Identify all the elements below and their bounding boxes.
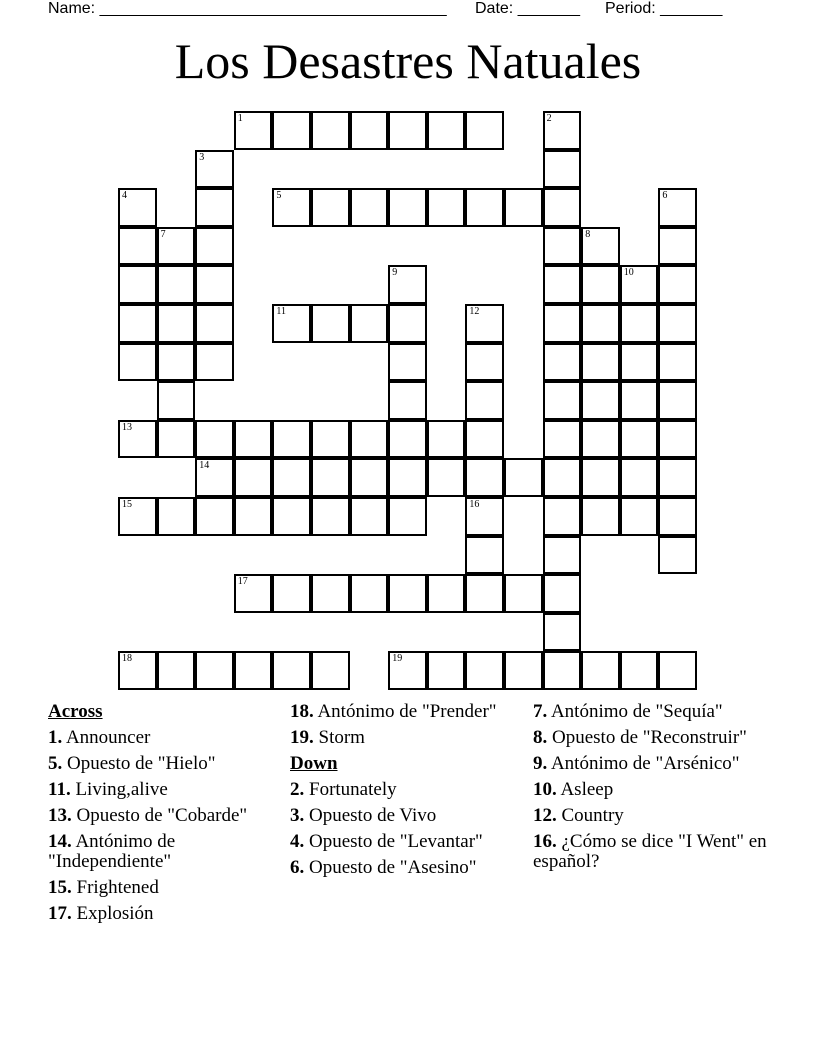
clue-item-text: Announcer [65, 727, 151, 748]
clue-column-3 [533, 702, 783, 878]
grid-cell[interactable] [465, 574, 504, 613]
clue-item-number: 15. [48, 877, 72, 898]
grid-cell[interactable] [658, 304, 697, 343]
grid-cell[interactable] [465, 304, 504, 343]
grid-cell[interactable] [234, 497, 273, 536]
grid-cell[interactable] [118, 497, 157, 536]
clue-item-text: Frightened [76, 877, 159, 898]
grid-cell[interactable] [118, 304, 157, 343]
grid-cell[interactable] [195, 227, 234, 266]
grid-cell[interactable] [465, 188, 504, 227]
clue-number: 10 [623, 267, 634, 279]
grid-cell[interactable] [234, 458, 273, 497]
grid-cell[interactable] [388, 381, 427, 420]
clue-number: 17 [237, 576, 248, 588]
clue-column-1 [48, 702, 278, 930]
grid-cell[interactable] [311, 574, 350, 613]
clue-item-text: ¿Cómo se dice "I Went" en español? [533, 831, 767, 872]
grid-cell[interactable] [272, 304, 311, 343]
grid-cell[interactable] [195, 150, 234, 189]
clue-item [48, 728, 278, 748]
grid-cell[interactable] [350, 458, 389, 497]
clue-item-number: 12. [533, 805, 557, 826]
clue-item-text: Country [561, 805, 624, 826]
grid-cell[interactable] [272, 574, 311, 613]
clue-number: 1 [237, 113, 243, 124]
grid-cell[interactable] [543, 381, 582, 420]
grid-cell[interactable] [157, 651, 196, 690]
clue-item-text: Antónimo de "Independiente" [48, 831, 176, 872]
grid-cell[interactable] [195, 497, 234, 536]
grid-cell[interactable] [311, 304, 350, 343]
clue-item-number: 2. [290, 779, 305, 800]
grid-cell[interactable] [272, 651, 311, 690]
grid-cell[interactable] [658, 458, 697, 497]
clue-item [290, 832, 520, 852]
clue-number: 19 [392, 653, 403, 665]
grid-cell[interactable] [157, 420, 196, 459]
clue-item [290, 780, 520, 800]
grid-cell[interactable] [658, 188, 697, 227]
clue-item-number: 17. [48, 903, 72, 924]
grid-cell[interactable] [620, 304, 659, 343]
grid-cell[interactable] [504, 651, 543, 690]
grid-cell[interactable] [543, 651, 582, 690]
clue-item-number: 5. [48, 753, 63, 774]
clue-number: 2 [546, 113, 552, 124]
grid-cell[interactable] [543, 497, 582, 536]
grid-cell[interactable] [427, 574, 466, 613]
grid-cell[interactable] [543, 536, 582, 575]
grid-cell[interactable] [157, 497, 196, 536]
grid-cell[interactable] [658, 651, 697, 690]
clue-number: 3 [199, 151, 205, 163]
grid-cell[interactable] [543, 227, 582, 266]
grid-cell[interactable] [195, 458, 234, 497]
clue-item-text: Antónimo de "Prender" [317, 701, 497, 722]
grid-cell[interactable] [658, 497, 697, 536]
clue-number: 14 [199, 460, 210, 472]
grid-cell[interactable] [543, 343, 582, 382]
grid-cell[interactable] [620, 651, 659, 690]
grid-cell[interactable] [543, 574, 582, 613]
grid-cell[interactable] [157, 343, 196, 382]
clue-item [48, 904, 278, 924]
grid-cell[interactable] [350, 497, 389, 536]
grid-cell[interactable] [620, 458, 659, 497]
name-field[interactable]: Name: _______________________________________ [48, 0, 447, 17]
grid-cell[interactable] [195, 265, 234, 304]
grid-cell[interactable] [620, 343, 659, 382]
grid-cell[interactable] [311, 497, 350, 536]
clue-item-number: 19. [290, 727, 314, 748]
grid-cell[interactable] [157, 381, 196, 420]
date-field[interactable]: Date: _______ [475, 0, 580, 17]
clue-item-number: 16. [533, 831, 557, 852]
clue-item-number: 14. [48, 831, 72, 852]
grid-cell[interactable] [427, 651, 466, 690]
clue-item [290, 728, 520, 748]
clue-item [290, 702, 520, 722]
grid-cell[interactable] [465, 381, 504, 420]
grid-cell[interactable] [543, 111, 582, 150]
grid-cell[interactable] [581, 420, 620, 459]
grid-cell[interactable] [465, 420, 504, 459]
clue-section-title: Down [290, 753, 338, 774]
clue-item-text: Antónimo de "Arsénico" [550, 753, 740, 774]
grid-cell[interactable] [311, 111, 350, 150]
clue-item-number: 10. [533, 779, 557, 800]
grid-cell[interactable] [388, 304, 427, 343]
grid-cell[interactable] [543, 150, 582, 189]
grid-cell[interactable] [543, 458, 582, 497]
grid-cell[interactable] [311, 420, 350, 459]
clue-number: 6 [662, 190, 668, 202]
grid-cell[interactable] [658, 265, 697, 304]
grid-cell[interactable] [195, 304, 234, 343]
grid-cell[interactable] [543, 420, 582, 459]
grid-cell[interactable] [543, 265, 582, 304]
clue-item-text: Asleep [560, 779, 614, 800]
grid-cell[interactable] [350, 574, 389, 613]
grid-cell[interactable] [234, 651, 273, 690]
clue-item-number: 9. [533, 753, 548, 774]
clue-number: 15 [122, 499, 132, 510]
clue-item-text: Opuesto de "Reconstruir" [552, 727, 747, 748]
clue-item [48, 806, 278, 826]
grid-cell[interactable] [350, 304, 389, 343]
clue-number: 13 [122, 421, 132, 433]
clue-item [290, 806, 520, 826]
grid-cell[interactable] [388, 497, 427, 536]
clue-number: 4 [122, 190, 127, 202]
grid-cell[interactable] [620, 497, 659, 536]
period-field[interactable]: Period: _______ [605, 0, 723, 17]
grid-cell[interactable] [620, 381, 659, 420]
clue-number: 12 [469, 306, 480, 317]
clue-item-text: Antónimo de "Sequía" [550, 701, 723, 722]
clue-number: 7 [160, 228, 166, 240]
grid-cell[interactable] [581, 651, 620, 690]
grid-cell[interactable] [195, 343, 234, 382]
grid-cell[interactable] [350, 111, 389, 150]
grid-cell[interactable] [272, 420, 311, 459]
grid-cell[interactable] [465, 536, 504, 575]
clue-column-2 [290, 702, 520, 884]
grid-cell[interactable] [620, 265, 659, 304]
grid-cell[interactable] [311, 188, 350, 227]
clue-item-number: 18. [290, 701, 314, 722]
grid-cell[interactable] [504, 458, 543, 497]
grid-cell[interactable] [234, 111, 273, 150]
grid-cell[interactable] [388, 188, 427, 227]
clue-item-number: 7. [533, 701, 548, 722]
grid-cell[interactable] [658, 343, 697, 382]
clue-item-number: 3. [290, 805, 305, 826]
grid-cell[interactable] [543, 613, 582, 652]
clue-item-number: 1. [48, 727, 63, 748]
grid-cell[interactable] [234, 574, 273, 613]
grid-cell[interactable] [581, 343, 620, 382]
grid-cell[interactable] [581, 458, 620, 497]
clue-number: 5 [276, 190, 282, 202]
clue-item-text: Opuesto de "Levantar" [309, 831, 483, 852]
clue-item [48, 754, 278, 774]
grid-cell[interactable] [427, 458, 466, 497]
grid-cell[interactable] [388, 458, 427, 497]
clue-section-title: Across [48, 701, 103, 722]
clue-item-text: Fortunately [309, 779, 397, 800]
grid-cell[interactable] [157, 227, 196, 266]
grid-cell[interactable] [465, 458, 504, 497]
grid-cell[interactable] [581, 227, 620, 266]
grid-cell[interactable] [157, 265, 196, 304]
grid-cell[interactable] [272, 497, 311, 536]
clue-item-text: Opuesto de Vivo [309, 805, 437, 826]
grid-cell[interactable] [504, 188, 543, 227]
grid-cell[interactable] [388, 651, 427, 690]
grid-cell[interactable] [581, 304, 620, 343]
grid-cell[interactable] [118, 265, 157, 304]
clue-item-text: Storm [318, 727, 365, 748]
grid-cell[interactable] [350, 420, 389, 459]
clue-item-number: 11. [48, 779, 71, 800]
grid-cell[interactable] [465, 111, 504, 150]
grid-cell[interactable] [427, 111, 466, 150]
page-title: Los Desastres Natuales [174, 33, 642, 89]
clue-number: 9 [392, 267, 398, 279]
clue-item [533, 702, 783, 722]
grid-cell[interactable] [465, 497, 504, 536]
grid-cell[interactable] [272, 111, 311, 150]
grid-cell[interactable] [118, 651, 157, 690]
grid-cell[interactable] [195, 420, 234, 459]
grid-cell[interactable] [658, 227, 697, 266]
clue-item [533, 780, 783, 800]
grid-cell[interactable] [272, 458, 311, 497]
clue-item-number: 13. [48, 805, 72, 826]
grid-cell[interactable] [388, 265, 427, 304]
grid-cell[interactable] [388, 343, 427, 382]
clue-item-text: Opuesto de "Asesino" [309, 857, 477, 878]
grid-cell[interactable] [465, 343, 504, 382]
grid-cell[interactable] [581, 265, 620, 304]
grid-cell[interactable] [543, 304, 582, 343]
grid-cell[interactable] [543, 188, 582, 227]
grid-cell[interactable] [658, 381, 697, 420]
grid-cell[interactable] [581, 497, 620, 536]
clue-item [48, 780, 278, 800]
clue-item-text: Opuesto de "Hielo" [67, 753, 216, 774]
clue-item-number: 8. [533, 727, 548, 748]
grid-cell[interactable] [388, 111, 427, 150]
grid-cell[interactable] [234, 420, 273, 459]
clue-item [533, 728, 783, 748]
grid-cell[interactable] [272, 188, 311, 227]
grid-cell[interactable] [118, 343, 157, 382]
clue-item [48, 832, 278, 872]
grid-cell[interactable] [658, 420, 697, 459]
grid-cell[interactable] [427, 420, 466, 459]
clue-item-text: Explosión [76, 903, 154, 924]
grid-cell[interactable] [465, 651, 504, 690]
clue-item [533, 832, 783, 872]
grid-cell[interactable] [118, 188, 157, 227]
grid-cell[interactable] [427, 188, 466, 227]
clue-number: 16 [469, 499, 480, 510]
clue-item [290, 858, 520, 878]
clue-item-number: 6. [290, 857, 305, 878]
grid-cell[interactable] [388, 420, 427, 459]
grid-cell[interactable] [350, 188, 389, 227]
grid-cell[interactable] [388, 574, 427, 613]
clue-number: 18 [122, 653, 132, 665]
clue-number: 8 [585, 228, 591, 240]
grid-cell[interactable] [118, 227, 157, 266]
clue-item [48, 878, 278, 898]
clue-item-text: Living,alive [75, 779, 168, 800]
grid-cell[interactable] [620, 420, 659, 459]
grid-cell[interactable] [157, 304, 196, 343]
clue-item-text: Opuesto de "Cobarde" [76, 805, 248, 826]
clue-number: 11 [276, 306, 287, 317]
grid-cell[interactable] [311, 651, 350, 690]
grid-cell[interactable] [658, 536, 697, 575]
grid-cell[interactable] [195, 188, 234, 227]
grid-cell[interactable] [504, 574, 543, 613]
grid-cell[interactable] [311, 458, 350, 497]
grid-cell[interactable] [581, 381, 620, 420]
grid-cell[interactable] [195, 651, 234, 690]
grid-cell[interactable] [118, 420, 157, 459]
clue-item [533, 806, 783, 826]
clue-item [533, 754, 783, 774]
clue-item-number: 4. [290, 831, 305, 852]
